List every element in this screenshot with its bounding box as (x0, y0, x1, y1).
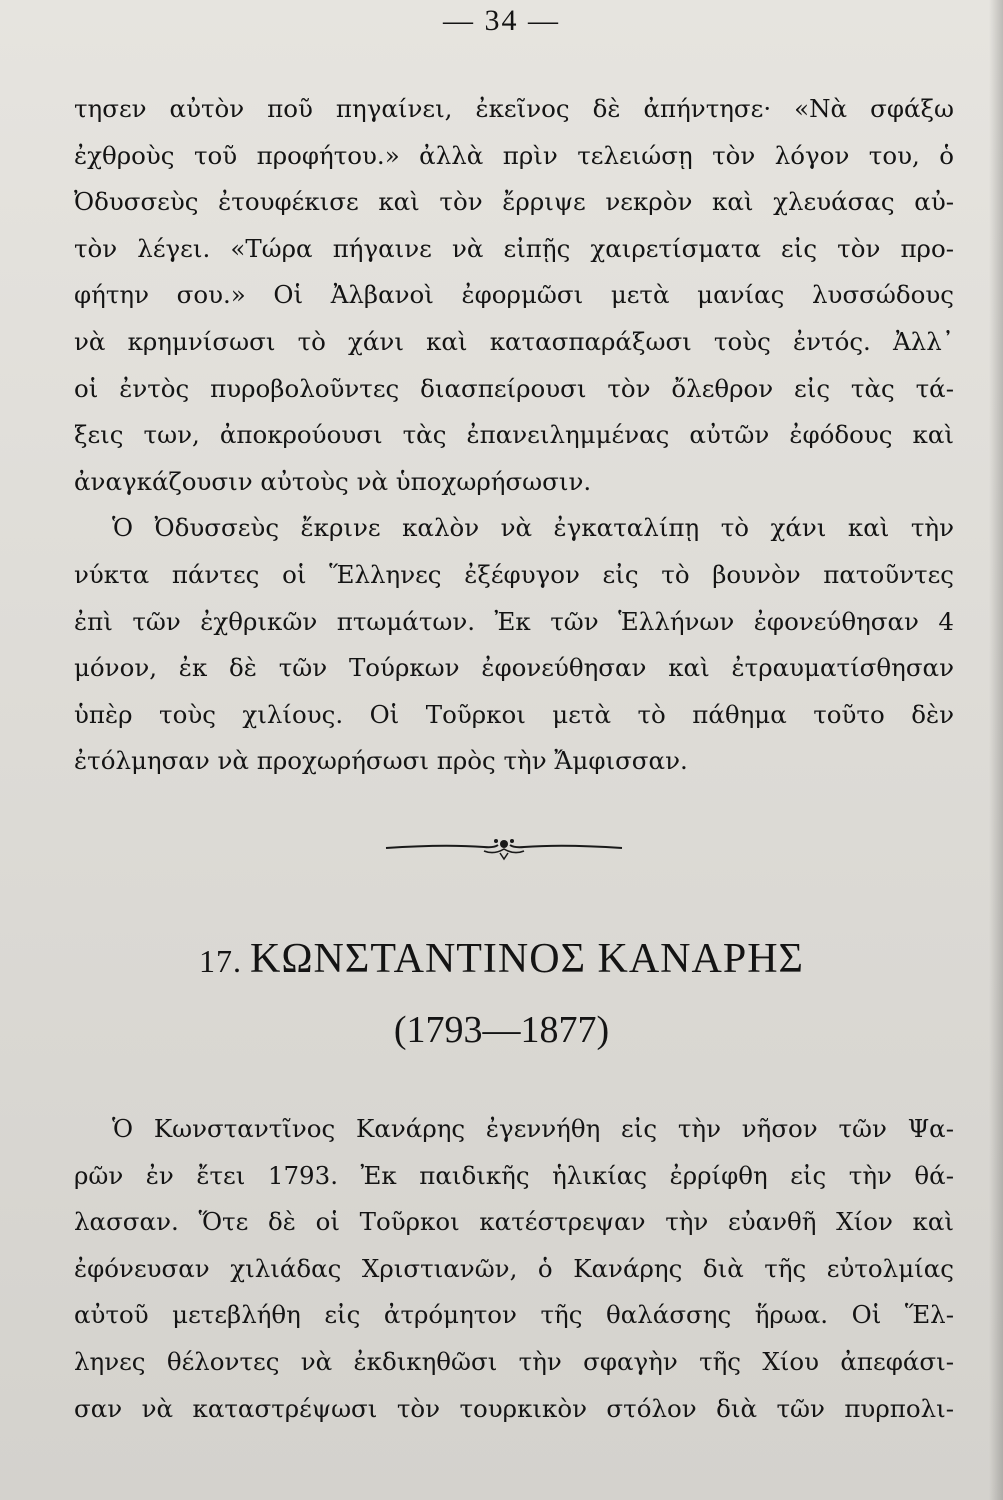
text-line: τησεν αὐτὸν ποῦ πηγαίνει, ἐκεῖνος δὲ ἀπήντησε· «Νὰ σφάξω (74, 94, 954, 123)
chapter-dates: (1793—1877) (393, 1009, 610, 1051)
text-line: μόνον, ἐκ δὲ τῶν Τούρκων ἐφονεύθησαν καὶ ἐτραυματίσθησαν (74, 653, 954, 683)
text-block-bottom (74, 1106, 954, 1432)
text-line: τὸν λέγει. «Τώρα πήγαινε νὰ εἰπῇς χαιρετίσματα εἰς τὸν προ- (74, 233, 954, 263)
text-line: νὰ κρημνίσωσι τὸ χάνι καὶ κατασπαράξωσι τοὺς ἐντός. Ἀλλ᾽ (74, 326, 954, 356)
text-line: ρῶν ἐν ἔτει 1793. Ἐκ παιδικῆς ἡλικίας ἐρρίφθη εἰς τὴν θά- (74, 1160, 954, 1190)
text-line: οἱ ἐντὸς πυροβολοῦντες διασπείρουσι τὸν ὄλεθρον εἰς τὰς τά- (74, 373, 954, 403)
text-line: ἐπὶ τῶν ἐχθρικῶν πτωμάτων. Ἐκ τῶν Ἑλλήνων ἐφονεύθησαν 4 (74, 606, 954, 636)
text-block-top (74, 86, 954, 785)
text-line: αὐτοῦ μετεβλήθη εἰς ἀτρόμητον τῆς θαλάσσης ἥρωα. Οἱ Ἕλ- (74, 1300, 954, 1330)
chapter-heading (0, 935, 1003, 983)
text-line: ἀναγκάζουσιν αὐτοὺς νὰ ὑποχωρήσωσιν. (74, 466, 592, 496)
text-line: ἐφόνευσαν χιλιάδας Χριστιανῶν, ὁ Κανάρης διὰ τῆς εὐτολμίας (74, 1253, 954, 1283)
text-line: σαν νὰ καταστρέψωσι τὸν τουρκικὸν στόλον διὰ τῶν πυρπολι- (74, 1393, 954, 1423)
text-line: νύκτα πάντες οἱ Ἕλληνες ἐξέφυγον εἰς τὸ βουνὸν πατοῦντες (74, 559, 954, 589)
text-line: ὑπὲρ τοὺς χιλίους. Οἱ Τοῦρκοι μετὰ τὸ πάθημα τοῦτο δὲν (74, 699, 954, 729)
text-line: λασσαν. Ὅτε δὲ οἱ Τοῦρκοι κατέστρεψαν τὴν εὐανθῆ Χίον καὶ (74, 1207, 954, 1237)
text-line: Ὀδυσσεὺς ἐτουφέκισε καὶ τὸν ἔρριψε νεκρὸν καὶ χλευάσας αὐ- (74, 187, 954, 217)
ornament-divider (384, 833, 624, 861)
page-edge-shadow (989, 0, 1003, 1500)
chapter-title: ΚΩΝΣΤΑΝΤΙΝΟΣ ΚΑΝΑΡΗΣ (250, 936, 804, 982)
text-line: Ὁ Ὀδυσσεὺς ἔκρινε καλὸν νὰ ἐγκαταλίπῃ τὸ χάνι καὶ τὴν (112, 513, 954, 543)
text-line: ξεις των, ἀποκρούουσι τὰς ἐπανειλημμένας αὐτῶν ἐφόδους καὶ (74, 420, 954, 450)
text-line: ληνες θέλοντες νὰ ἐκδικηθῶσι τὴν σφαγὴν τῆς Χίου ἀπεφάσι- (74, 1346, 954, 1376)
text-line: ἐτόλμησαν νὰ προχωρήσωσι πρὸς τὴν Ἄμφισσαν. (74, 746, 688, 776)
text-line: φήτην σου.» Οἱ Ἀλβανοὶ ἐφορμῶσι μετὰ μανίας λυσσώδους (74, 280, 954, 310)
chapter-number: 17. (199, 943, 242, 979)
page-number: — 34 — (443, 4, 560, 37)
text-line: Ὁ Κωνσταντῖνος Κανάρης ἐγεννήθη εἰς τὴν νῆσον τῶν Ψα- (112, 1114, 954, 1143)
text-line: ἐχθροὺς τοῦ προφήτου.» ἀλλὰ πρὶν τελειώσῃ τὸν λόγον του, ὁ (74, 140, 954, 170)
